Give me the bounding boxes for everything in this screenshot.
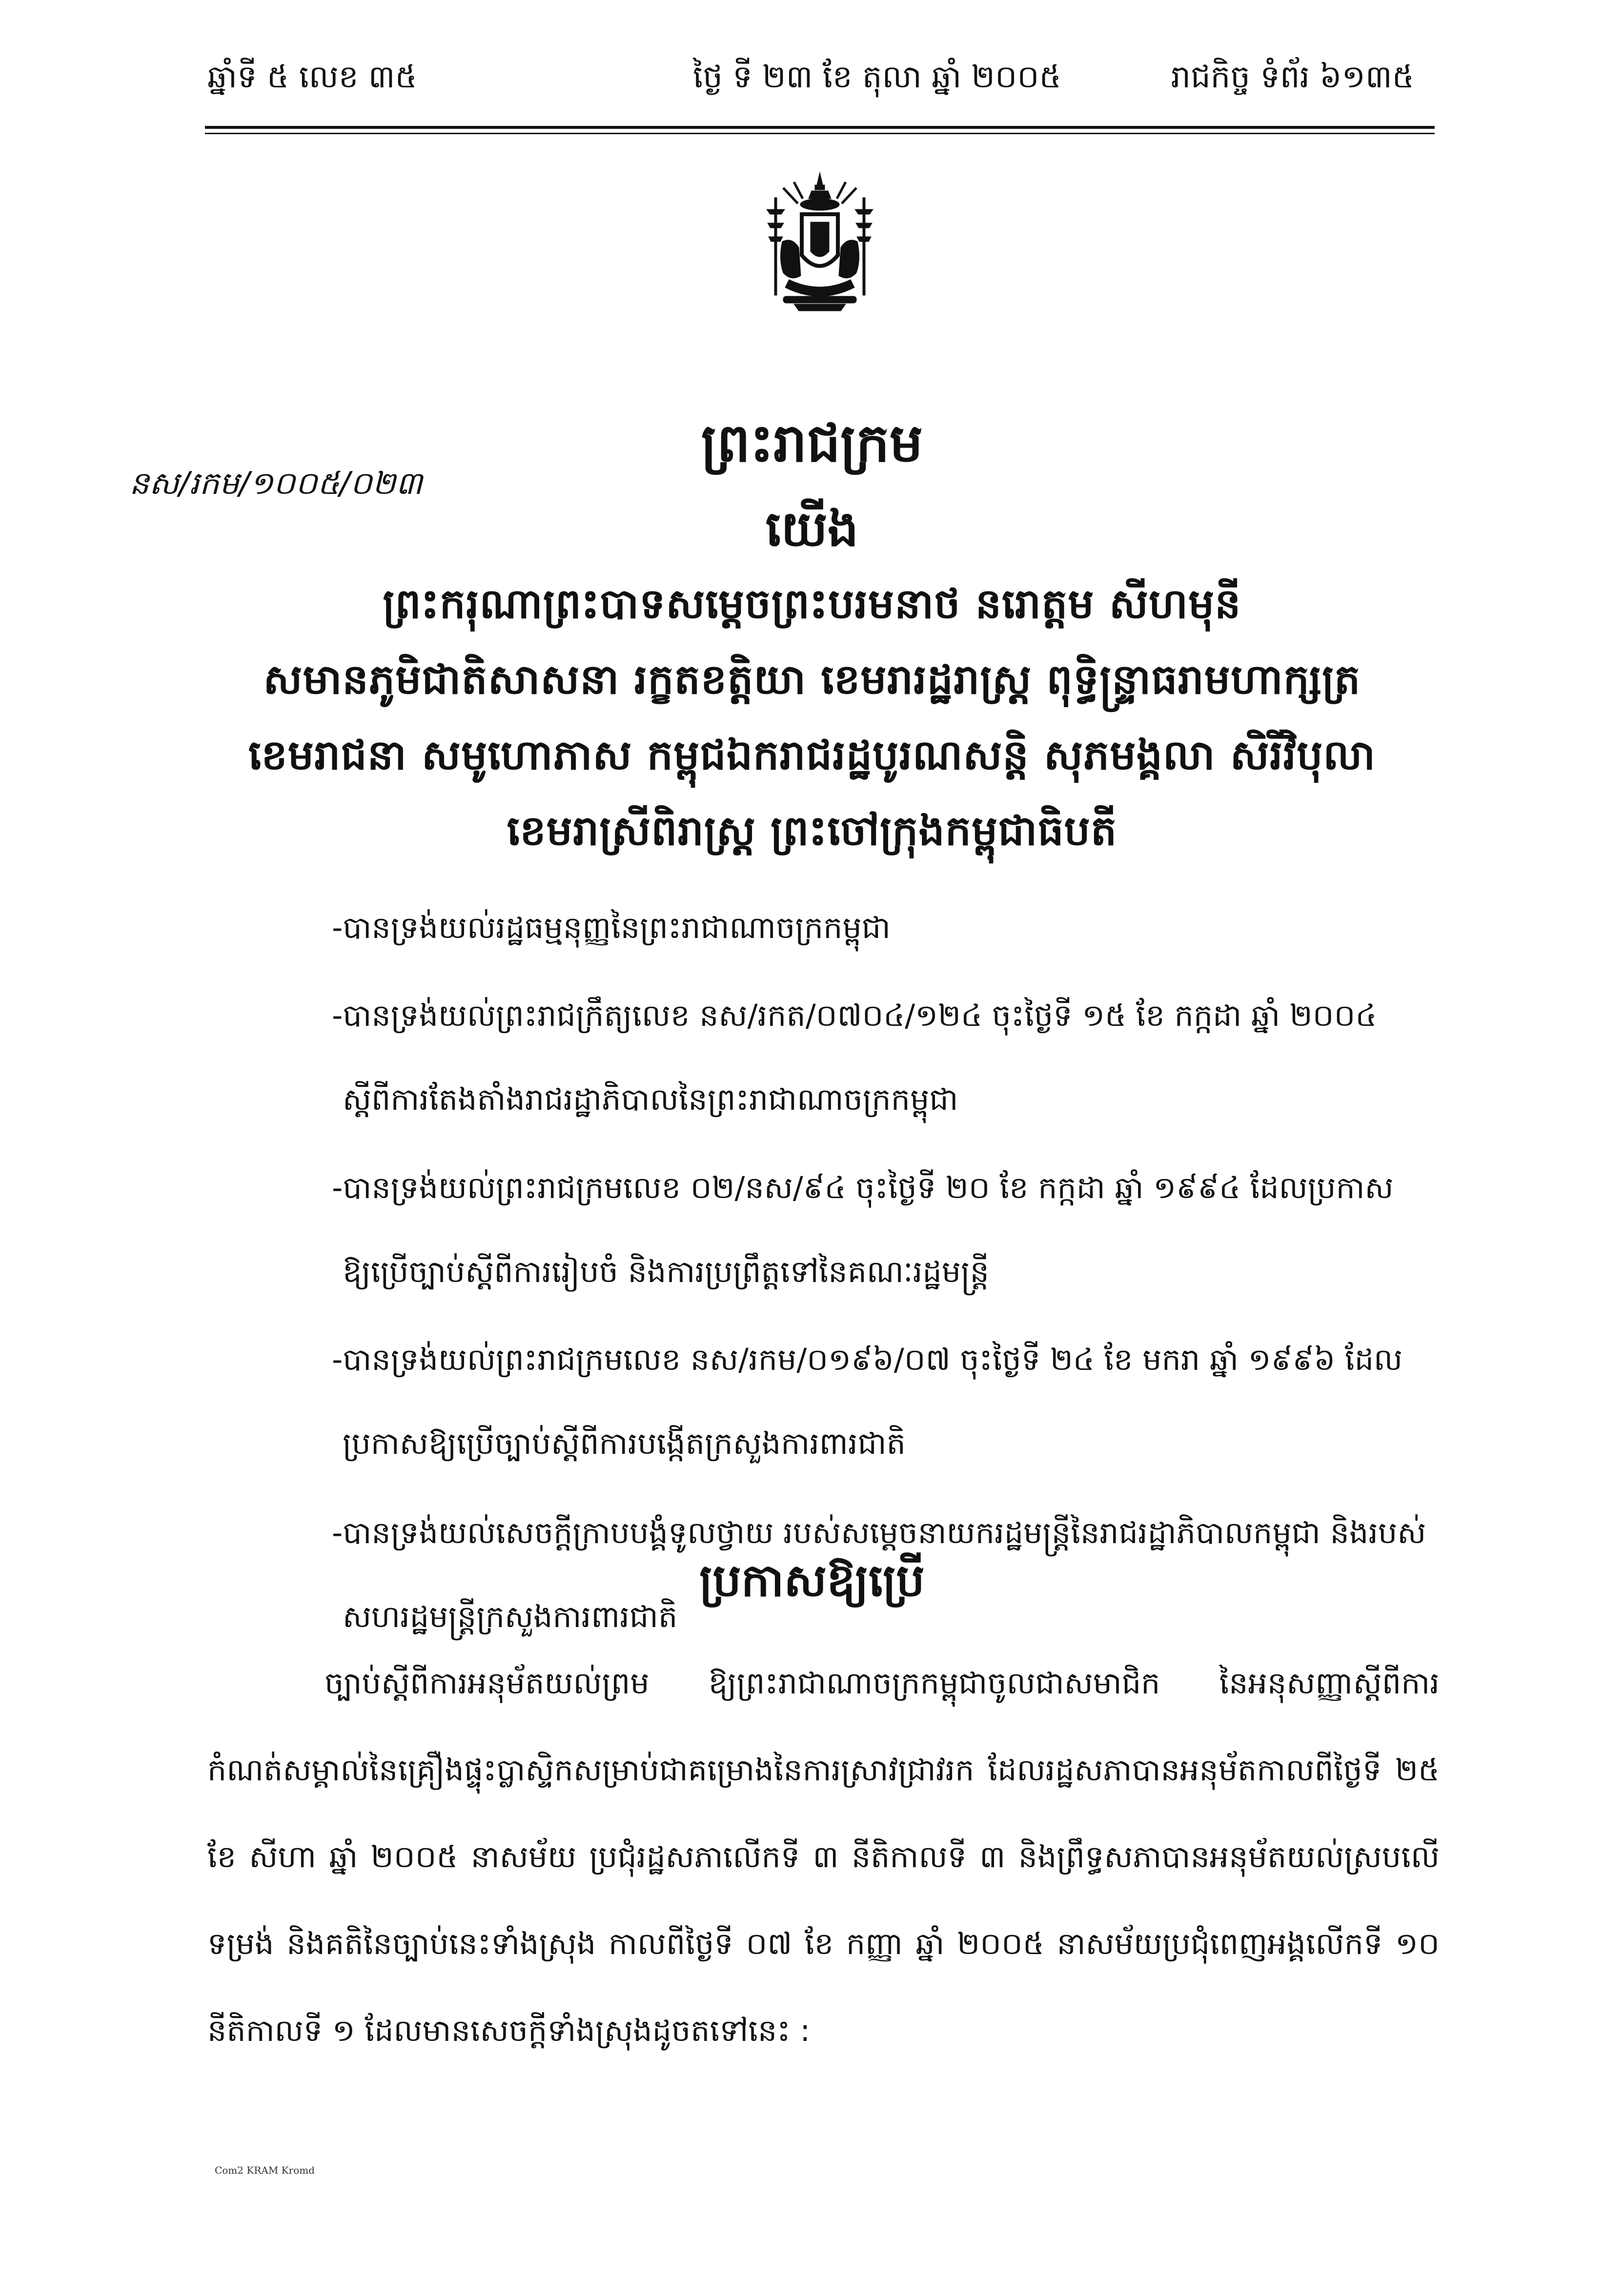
reference-item-text: -បានទ្រង់យល់ព្រះរាជក្រមលេខ ០២/នស/៩៤ ចុះថ្ងៃទី ២០ ខែ កក្កដា ឆ្នាំ ១៩៩៤ ដែលប្រកាស <box>332 1170 1394 1205</box>
reference-item-text: -បានទ្រង់យល់សេចក្តីក្រាបបង្គំទូលថ្វាយ របស់សម្តេចនាយករដ្ឋមន្ត្រីនៃរាជរដ្ឋាភិបាលកម្ពុជា និងរបស់ <box>332 1515 1426 1550</box>
reference-item-royal-kram-1996 <box>332 1318 1440 1486</box>
we-heading: យើង <box>765 500 859 557</box>
reference-item-continuation: ប្រកាសឱ្យប្រើច្បាប់ស្តីពីការបង្កើតក្រសួងការពារជាតិ <box>343 1426 906 1461</box>
body-paragraph-text: ច្បាប់ស្តីពីការអនុម័តយល់ព្រម ឱ្យព្រះរាជាណាចក្រកម្ពុជាចូលជាសមាជិក នៃអនុសញ្ញាស្តីពីការកំណត់សម្គាល់នៃគ្រឿងផ្ទុះប្លាស្ទិកសម្រាប់ជាគម្រោងនៃការស្រាវជ្រាវរក ដែលរដ្ឋសភាបានអនុម័តកាលពីថ្ងៃទី ២៥ ខែ សីហា ឆ្នាំ ២០០៥ នាសម័យ ប្រជុំរដ្ឋសភាលើកទី ៣ នីតិកាលទី ៣ និងព្រឹទ្ធសភាបានអនុម័តយល់ស្របលើទម្រង់ និងគតិនៃច្បាប់នេះទាំងស្រុង កាលពីថ្ងៃទី ០៧ ខែ កញ្ញា ឆ្នាំ ២០០៥ នាសម័យប្រជុំពេញអង្គលើកទី ១០ នីតិកាលទី ១ ដែលមានសេចក្តីទាំងស្រុងដូចតទៅនេះ : <box>207 1665 1440 2048</box>
royal-title-line-3: ខេមរាជនា សមូហោភាស កម្ពុជឯករាជរដ្ឋបូរណសន្តិ សុភមង្គលា សិរីវិបុលា <box>248 731 1376 779</box>
reference-item-continuation: សហរដ្ឋមន្ត្រីក្រសួងការពារជាតិ <box>343 1599 678 1634</box>
reference-item-text: -បានទ្រង់យល់ព្រះរាជក្រឹត្យលេខ នស/រកត/០៧០៤/១២៤ ចុះថ្ងៃទី ១៥ ខែ កក្កដា ឆ្នាំ ២០០៤ <box>332 998 1377 1033</box>
decree-reference-number: នស/រកម/១០០៥/០២៣ <box>129 466 423 502</box>
royal-title-line-1: ព្រះករុណាព្រះបាទសម្តេចព្រះបរមនាថ នរោត្តម សីហមុនី <box>383 580 1241 628</box>
promulgate-heading: ប្រកាសឱ្យប្រើ <box>699 1554 925 1607</box>
header-page-number: រាជកិច្ច ទំព័រ ៦១៣៥ <box>1171 59 1414 95</box>
header-issue-number: ឆ្នាំទី ៥ លេខ ៣៥ <box>207 59 417 95</box>
reference-item-continuation: ស្តីពីការតែងតាំងរាជរដ្ឋាភិបាលនៃព្រះរាជាណាចក្រកម្ពុជា <box>343 1081 958 1117</box>
header-rule-thick <box>205 126 1435 129</box>
decree-title: ព្រះរាជក្រម <box>701 413 923 474</box>
reference-item-royal-decree-2004 <box>332 974 1440 1142</box>
royal-title-line-2: សមានភូមិជាតិសាសនា រក្ខតខត្តិយា ខេមរារដ្ឋរាស្ត្រ ពុទ្ធិន្ទ្រាធរាមហាក្សត្រ <box>263 655 1361 703</box>
body-paragraph <box>207 1640 1440 2074</box>
reference-item-continuation: ឱ្យប្រើច្បាប់ស្តីពីការរៀបចំ និងការប្រព្រឹត្តទៅនៃគណៈរដ្ឋមន្ត្រី <box>343 1254 989 1289</box>
header-date: ថ្ងៃ ទី ២៣ ខែ តុលា ឆ្នាំ ២០០៥ <box>693 59 1061 95</box>
reference-item-text: -បានទ្រង់យល់រដ្ឋធម្មនុញ្ញនៃព្រះរាជាណាចក្រកម្ពុជា <box>332 910 891 945</box>
royal-emblem-icon <box>764 168 876 315</box>
royal-title-line-4: ខេមរាស្រីពិរាស្ត្រ ព្រះចៅក្រុងកម្ពុជាធិបតី <box>507 807 1117 855</box>
reference-item-constitution <box>332 886 1440 970</box>
header-rule-thin <box>205 133 1435 134</box>
reference-item-royal-kram-1994 <box>332 1146 1440 1314</box>
footer-file-mark: Com2 KRAM Kromd <box>215 2164 315 2176</box>
reference-item-text: -បានទ្រង់យល់ព្រះរាជក្រមលេខ នស/រកម/០១៩៦/០៧ ចុះថ្ងៃទី ២៤ ខែ មករា ឆ្នាំ ១៩៩៦ ដែល <box>332 1342 1403 1377</box>
